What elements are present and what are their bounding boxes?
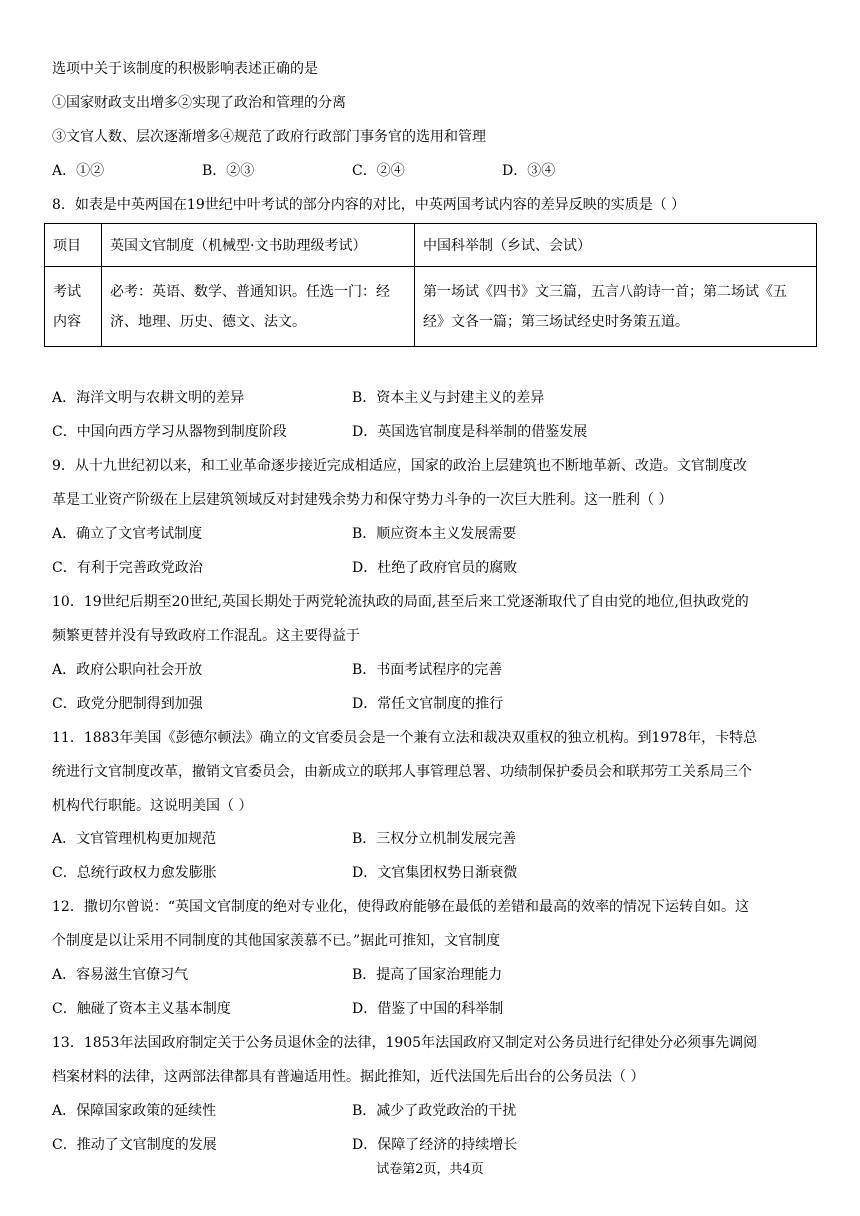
q13-option-b: B．减少了政党政治的干扰: [352, 1103, 517, 1119]
q12-option-b: B．提高了国家治理能力: [352, 967, 503, 983]
table-header-china: 中国科举制（乡试、会试）: [415, 224, 817, 267]
q13-line2: 档案材料的法律，这两部法律都具有普遍适用性。据此推知，近代法国先后出台的公务员法（ ）: [52, 1069, 645, 1085]
q11-line1: 11．1883年美国《彭德尔顿法》确立的文官委员会是一个兼有立法和裁决双重权的独立机构。到1978年，卡特总: [52, 730, 758, 746]
q10-line2: 频繁更替并没有导致政府工作混乱。这主要得益于: [52, 628, 360, 644]
q11-line2: 统进行文官制度改革，撤销文官委员会，由新成立的联邦人事管理总署、功绩制保护委员会和联邦劳工关系局三个: [52, 764, 752, 780]
cn-line1: 第一场试《四书》文三篇，五言八韵诗一首；第二场试《五: [423, 283, 787, 300]
q9-option-a: A．确立了文官考试制度: [52, 526, 203, 542]
table-header-uk: 英国文官制度（机械型·文书助理级考试）: [102, 224, 415, 267]
q9-option-d: D．杜绝了政府官员的腐败: [352, 560, 518, 576]
row-label-line1: 考试: [53, 283, 81, 300]
q7-option-a: A．①②: [52, 163, 105, 179]
q8-option-b: B．资本主义与封建主义的差异: [352, 390, 545, 406]
q12-line2: 个制度是以让采用不同制度的其他国家羡慕不已。”据此可推知，文官制度: [52, 933, 501, 949]
q9-option-b: B．顺应资本主义发展需要: [352, 526, 517, 542]
q7-stem: 选项中关于该制度的积极影响表述正确的是: [52, 61, 318, 77]
q12-line1: 12．撒切尔曾说：“英国文官制度的绝对专业化，使得政府能够在最低的差错和最高的效率的情况下运转自如。这: [52, 899, 749, 915]
q7-option-c: C．②④: [352, 163, 405, 179]
cn-line2: 经》文各一篇；第三场试经史时务策五道。: [423, 313, 689, 330]
q9-line1: 9．从十九世纪初以来，和工业革命逐步接近完成相适应，国家的政治上层建筑也不断地革新、改造。文官制度改: [52, 458, 747, 474]
q12-option-a: A．容易滋生官僚习气: [52, 967, 189, 983]
table-row-label: [45, 267, 102, 347]
q9-line2: 革是工业资产阶级在上层建筑领域反对封建残余势力和保守势力斗争的一次巨大胜利。这一胜利（ ）: [52, 492, 673, 508]
row-label-line2: 内容: [53, 313, 81, 330]
q8-option-c: C．中国向西方学习从器物到制度阶段: [52, 424, 287, 440]
q12-option-d: D．借鉴了中国的科举制: [352, 1001, 504, 1017]
q10-option-c: C．政党分肥制得到加强: [52, 696, 203, 712]
comparison-table: [44, 223, 817, 347]
q7-statements-line1: ①国家财政支出增多②实现了政治和管理的分离: [52, 95, 346, 111]
q9-option-c: C．有利于完善政党政治: [52, 560, 203, 576]
q10-line1: 10．19世纪后期至20世纪,英国长期处于两党轮流执政的局面,甚至后来工党逐渐取代了自由党的地位,但执政党的: [52, 594, 749, 610]
q10-option-a: A．政府公职向社会开放: [52, 662, 203, 678]
table-row: [45, 267, 817, 347]
q13-option-c: C．推动了文官制度的发展: [52, 1137, 217, 1153]
q12-option-c: C．触碰了资本主义基本制度: [52, 1001, 231, 1017]
q13-option-d: D．保障了经济的持续增长: [352, 1137, 518, 1153]
q11-option-c: C．总统行政权力愈发膨胀: [52, 865, 217, 881]
q10-option-b: B．书面考试程序的完善: [352, 662, 503, 678]
q7-option-d: D．③④: [502, 163, 556, 179]
table-cell-china: [415, 267, 817, 347]
q8-option-d: D．英国选官制度是科举制的借鉴发展: [352, 424, 588, 440]
q13-option-a: A．保障国家政策的延续性: [52, 1103, 217, 1119]
table-cell-uk: [102, 267, 415, 347]
q7-statements-line2: ③文官人数、层次逐渐增多④规范了政府行政部门事务官的选用和管理: [52, 129, 486, 145]
q13-line1: 13．1853年法国政府制定关于公务员退休金的法律，1905年法国政府又制定对公务员进行纪律处分必须事先调阅: [52, 1035, 758, 1051]
q11-option-b: B．三权分立机制发展完善: [352, 831, 517, 847]
page-footer: 试卷第2页，共4页: [376, 1162, 484, 1177]
q7-option-b: B．②③: [202, 163, 255, 179]
table-header-row: [45, 224, 817, 267]
q10-option-d: D．常任文官制度的推行: [352, 696, 504, 712]
q11-option-d: D．文官集团权势日渐衰微: [352, 865, 518, 881]
q11-option-a: A．文官管理机构更加规范: [52, 831, 217, 847]
q8-option-a: A．海洋文明与农耕文明的差异: [52, 390, 245, 406]
uk-line1: 必考：英语、数学、普通知识。任选一门：经: [110, 283, 390, 300]
table-header-item: 项目: [45, 224, 102, 267]
q8-stem: 8．如表是中英两国在19世纪中叶考试的部分内容的对比，中英两国考试内容的差异反映的实质是（ ）: [52, 197, 686, 213]
uk-line2: 济、地理、历史、德文、法文。: [110, 313, 306, 330]
q11-line3: 机构代行职能。这说明美国（ ）: [52, 798, 253, 814]
